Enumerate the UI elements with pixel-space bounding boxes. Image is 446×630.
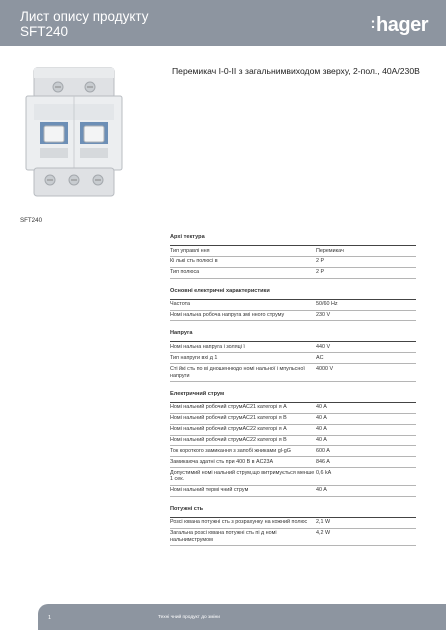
product-image: [20, 60, 130, 200]
title-line-1: Лист опису продукту: [20, 9, 149, 24]
spec-label: Ток короткого замикання з запобі жниками gl-gG: [170, 447, 291, 454]
spec-row: [170, 246, 416, 257]
spec-row: [170, 300, 416, 311]
spec-row: [170, 342, 416, 353]
spec-section: [170, 330, 416, 381]
spec-row: [170, 486, 416, 497]
spec-section: [170, 506, 416, 546]
spec-label: Допустимий номі нальний струм,що витримується менше 1 сек.: [170, 469, 315, 483]
specifications: [170, 234, 416, 555]
page-footer: [38, 604, 446, 630]
spec-row: [170, 353, 416, 364]
spec-value: 2,1 W: [316, 519, 331, 526]
spec-value: 600 A: [316, 447, 330, 454]
section-title: Потужні сть: [170, 506, 416, 518]
spec-section: [170, 391, 416, 497]
spec-value: 440 V: [316, 344, 331, 351]
page-number: 1: [48, 615, 52, 621]
spec-value: 4,2 W: [316, 530, 331, 537]
product-code: SFT240: [20, 217, 43, 224]
spec-row: [170, 311, 416, 322]
spec-label: Тип управлі ння: [170, 247, 210, 254]
spec-value: 40 A: [316, 415, 327, 422]
hager-logo: :hager: [370, 14, 428, 36]
page-header: [0, 0, 446, 46]
spec-row: [170, 414, 416, 425]
spec-label: Номі нальний робочий струмAC21 категорі я A: [170, 404, 287, 411]
spec-value: 40 A: [316, 487, 327, 494]
spec-value: 40 A: [316, 404, 327, 411]
spec-value: 40 A: [316, 437, 327, 444]
spec-label: Номі нальна напруга і золяці ї: [170, 344, 245, 351]
spec-label: Частота: [170, 301, 190, 308]
spec-value: 50/60 Hz: [316, 301, 338, 308]
spec-row: [170, 257, 416, 268]
document-title: [20, 9, 149, 39]
product-description: Перемикач I-0-II з загальнимвиходом зверху, 2-пол., 40А/230В: [172, 66, 420, 76]
spec-row: [170, 268, 416, 279]
spec-row: [170, 425, 416, 436]
spec-row: [170, 403, 416, 414]
spec-value: 4000 V: [316, 365, 334, 372]
spec-section: [170, 288, 416, 322]
spec-label: Розсі ювана потужні сть з розрахунку на кожний полюс: [170, 519, 308, 526]
spec-label: Кі лькі сть полюсі в: [170, 258, 218, 265]
spec-row: [170, 436, 416, 447]
spec-value: 230 V: [316, 312, 331, 319]
logo-text: hager: [376, 14, 428, 36]
spec-value: 846 A: [316, 458, 330, 465]
spec-row: [170, 446, 416, 457]
spec-label: Номі нальна робоча напруга змі нного струму: [170, 312, 285, 319]
section-title: Електричний струм: [170, 391, 416, 403]
spec-label: Замикаюча здатні сть при 400 В в AC23A: [170, 458, 274, 465]
spec-row: [170, 457, 416, 468]
spec-label: Номі нальний робочий струмAC22 категорі я B: [170, 437, 287, 444]
spec-row: [170, 518, 416, 529]
footer-text: Техні чний продукт до зміни: [158, 615, 220, 620]
spec-row: [170, 364, 416, 382]
spec-value: 40 A: [316, 426, 327, 433]
spec-value: 2 P: [316, 258, 325, 265]
title-line-2: SFT240: [20, 24, 69, 39]
spec-label: Номі нальний термі чний струм: [170, 487, 249, 494]
spec-label: Тип полюса: [170, 269, 200, 276]
spec-value: Перемикач: [316, 247, 344, 254]
spec-label: Тип напруги вхі д 1: [170, 354, 218, 361]
spec-value: 0,6 kA: [316, 469, 332, 476]
spec-section: [170, 234, 416, 279]
spec-value: 2 P: [316, 269, 325, 276]
spec-row: [170, 529, 416, 547]
section-title: Напруга: [170, 330, 416, 342]
spec-value: AC: [316, 354, 324, 361]
spec-label: Сті йкі сть по ві дношеннюдо номі нальної і мпульсної напруги: [170, 365, 305, 379]
section-title: Основні електричні характеристики: [170, 288, 416, 300]
spec-row: [170, 468, 416, 486]
spec-label: Номі нальний робочий струмAC21 категорі я B: [170, 415, 287, 422]
section-title: Архі тектура: [170, 234, 416, 246]
spec-label: Номі нальний робочий струмAC22 категорі я A: [170, 426, 287, 433]
spec-label: Загальна розсі ювана потужні сть пі д номі нальнимструмом: [170, 530, 277, 543]
